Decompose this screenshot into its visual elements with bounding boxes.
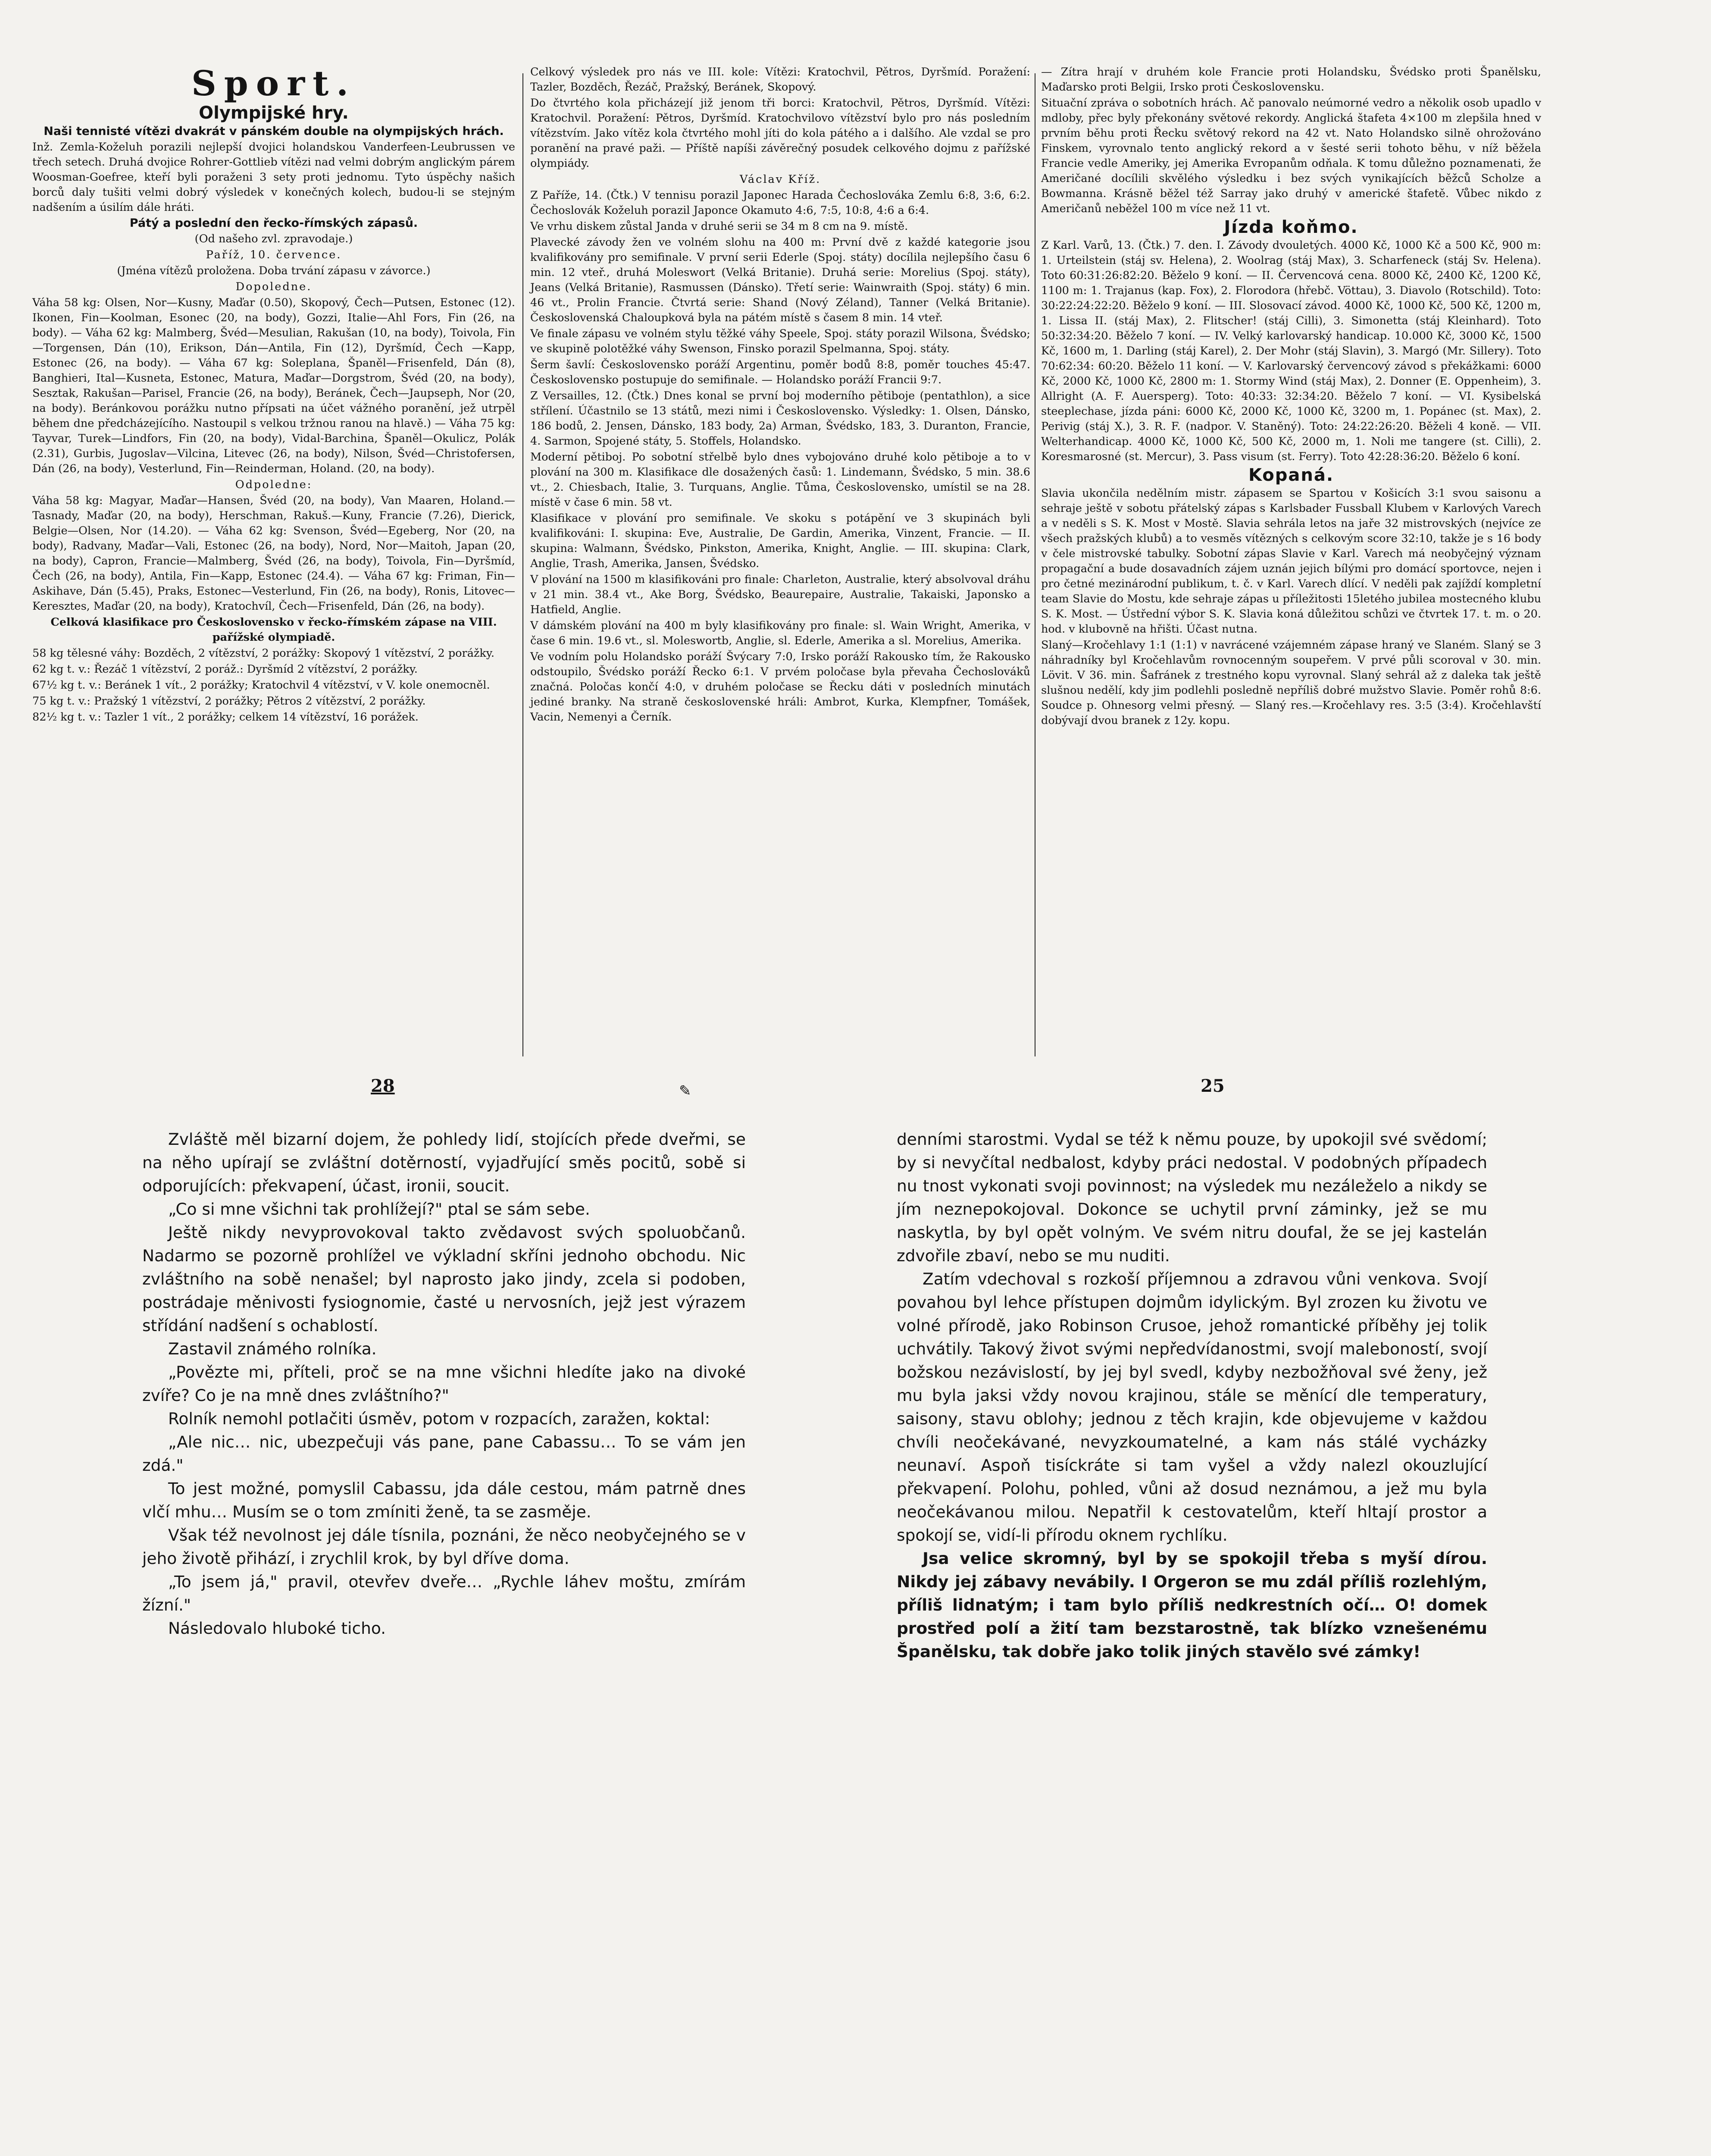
dateline: Paříž, 10. července. (206, 248, 342, 261)
novel-paragraph: „Co si mne všichni tak prohlížejí?" ptal se sám sebe. (168, 1200, 590, 1219)
col2-paragraph: V dámském plování na 400 m byly klasifikovány pro finale: sl. Wain Wright, Amerika, v čase 6 min. 19.6 vt., sl. Moleswortb, Anglie, sl. Ederle, Amerika a sl. Morelius, Amerika. (530, 619, 1030, 647)
novel-paragraph: To jest možné, pomyslil Cabassu, jda dále cestou, mám patrně dnes vlčí mhu… Musím se o tom zmíniti ženě, ta se zasměje. (142, 1479, 746, 1521)
col2-paragraph: Z Versailles, 12. (Čtk.) Dnes konal se první boj moderního pětiboje (pentathlon), a sice střílení. Účastnilo se 13 států, mezi nimi i Československo. Výsledky: 1. Olsen, Dánsko, 186 bodů, 2. Jensen, Dánsko, 183 body, 2a) Arman, Švédsko, 183, 3. Duranton, Francie, 4. Sarmon, Spojené státy, 5. Stoffels, Holandsko. (530, 389, 1030, 448)
morning-label: Dopoledne. (235, 280, 312, 293)
col3-paragraph: Situační zpráva o sobotních hrách. Ač panovalo neúmorné vedro a několik osob upadlo v mdloby, přec byly překonány světové rekordy. Anglická štafeta 4×100 m zlepšila hned v prvním běhu proti Řecku světový rekord na 42 vt. Nato Holandsko silně ohrožováno Finskem, vyrovnalo tento anglický rekord a v šesté serii tohoto běhu, v níž běžela Francie vedle Ameriky, jej Amerika Evropanům odňala. K tomu důležno poznamenati, že Američané docílili skvělého výsledku i bez svých vynikajících běžců Scholze a Bowmanna. Krásně běžel též Sarray jako druhý v americké štafetě. Vůbec nikdo z Američanů neběžel 100 m více než 11 vt. (1041, 97, 1541, 215)
classification-75: 75 kg t. v.: Pražský 1 vítězství, 2 porážky; Pětros 2 vítězství, 2 porážky. (32, 695, 426, 708)
classification-title: Celková klasifikace pro Československo v řecko-římském zápase na VIII. pařížské olympiadě. (50, 616, 497, 644)
author-signature: Václav Kříž. (739, 173, 821, 186)
novel-paragraph: „To jsem já," pravil, otevřev dveře… „Rychle láhev moštu, zmírám žízní." (142, 1572, 746, 1614)
afternoon-results: Váha 58 kg: Magyar, Maďar—Hansen, Švéd (20, na body), Van Maaren, Holand.—Tasnady, Maďar (20, na body), Herschman, Rakuš.—Kuny, Francie (7.26), Dierick, Belgie—Olsen, Nor (14.20). — Váha 62 kg: Svenson, Švéd—Egeberg, Nor (20, na body), Radvany, Maďar—Vali, Estonec (26, na body), Nord, Nor—Maitoh, Japan (20, na body), Capron, Francie—Malmberg, Švéd (26, na body), Toivola, Fin—Dyršmíd, Čech (26, na body), Antila, Fin—Kapp, Estonec (24.4). — Váha 67 kg: Friman, Fin—Askihave, Dán (5.45), Praks, Estonec—Vesterlund, Fin (26, na body), Ronis, Litovec—Keresztes, Maďar (20, na body), Kratochvíl, Čech—Frisenfeld, Dán (26, na body). (32, 494, 515, 613)
wrestling-headline: Pátý a poslední den řecko-římských zápasů. (129, 216, 418, 230)
novel-paragraph: Však též nevolnost jej dále tísnila, poznáni, že něco neobyčejného se v jeho životě přihází, i zrychlil krok, by byl dříve doma. (142, 1526, 746, 1568)
col2-paragraph: Plavecké závody žen ve volném slohu na 400 m: První dvě z každé kategorie jsou kvalifikovány pro semifinale. V první serii Ederle (Spoj. státy) docílila nejlepšího času 6 min. 12 vteř., druhá Moleswort (Velká Britanie). Druhá serie: Morelius (Spoj. státy), Jeans (Velká Britanie), Rasmussen (Dánsko). Třetí serie: Wainwraith (Spoj. státy) 6 min. 46 vt., Prolin Francie. Čtvrtá serie: Shand (Nový Zéland), Tanner (Velká Britanie). Československá Chaloupková byla na pátém místě s časem 8 min. 14 vteř. (530, 236, 1030, 324)
afternoon-label: Odpoledne: (235, 478, 313, 491)
novel-paragraph: denními starostmi. Vydal se též k němu pouze, by upokojil své svědomí; by si nevyčítal nedbalost, kdyby práci nedostal. V podobných případech nu tnost vykonati svoji povinnost; na výsledek mu nezáleželo a nikdy se jím neznepokojoval. Dokonce se uchytil první záminky, jež se mu naskytla, by byl opět volným. Ve svém nitru doufal, že se jej kastelán zdvořile zbaví, nebo se mu nuditi. (897, 1130, 1487, 1265)
classification-58: 58 kg tělesné váhy: Bozděch, 2 vítězství, 2 porážky: Skopový 1 vítězství, 2 porážky. (32, 647, 494, 660)
column-divider-1 (522, 73, 523, 1056)
sport-column-2 (530, 65, 1030, 726)
col2-paragraph: V plování na 1500 m klasifikováni pro finale: Charleton, Australie, který absolvoval dráhu v 21 min. 38.4 vt., Ake Borg, Švédsko, Beaurepaire, Australie, Takaiski, Japonsko a Hatfield, Anglie. (530, 573, 1030, 616)
sport-column-3 (1041, 65, 1541, 729)
page-number-right: 25 (1201, 1076, 1225, 1096)
novel-paragraph: Zastavil známého rolníka. (168, 1339, 377, 1358)
novel-paragraph: „Povězte mi, příteli, proč se na mne všichni hledíte jako na divoké zvíře? Co je na mně dnes zvláštního?" (142, 1363, 746, 1405)
col2-paragraph: Ve finale zápasu ve volném stylu těžké váhy Speele, Spoj. státy porazil Wilsona, Švédsko; ve skupině polotěžké váhy Swenson, Finsko porazil Spelmanna, Spoj. státy. (530, 327, 1030, 355)
classification-67: 67½ kg t. v.: Beránek 1 vít., 2 porážky; Kratochvil 4 vítězství, v V. kole onemocněl. (32, 679, 490, 692)
novel-paragraph: Zvláště měl bizarní dojem, že pohledy lidí, stojících přede dveřmi, se na něho upírají se zvláštní dotěrností, vyjadřující směs pocitů, sobě si odporujících: překvapení, účast, ironii, soucit. (142, 1130, 746, 1195)
football-title: Kopaná. (1248, 465, 1334, 485)
col2-paragraph: Moderní pětiboj. Po sobotní střelbě bylo dnes vybojováno druhé kolo pětiboje a to v plování na 300 m. Klasifikace dle dosažených časů: 1. Lindemann, Švédsko, 5 min. 38.6 vt., 2. Chiesbach, Italie, 3. Turquans, Anglie. Tůma, Československo, umístil se na 28. místě v čase 6 min. 58 vt. (530, 451, 1030, 509)
novel-paragraph: „Ale nic… nic, ubezpečuji vás pane, pane Cabassu… To se vám jen zdá." (142, 1432, 746, 1475)
col2-paragraph: Ve vodním polu Holandsko poráží Švýcary 7:0, Irsko poráží Rakousko tím, že Rakousko odstoupilo, Švédsko poráží Řecko 6:1. V prvém poločase byla převaha Čechoslováků značná. Poločas končí 4:0, v druhém poločase se Řecku dáti v posledních minutách jediné branky. Na straně československé hráli: Ambrot, Kurka, Klempfner, Tomášek, Vacin, Nemenyi a Černík. (530, 650, 1030, 724)
sport-column-1 (32, 65, 515, 726)
col3-paragraph: — Zítra hrají v druhém kole Francie proti Holandsku, Švédsko proti Španělsku, Maďarsko proti Belgii, Irsko proti Československu. (1041, 66, 1541, 94)
novel-paragraph: Rolník nemohl potlačiti úsměv, potom v rozpacích, zaražen, koktal: (168, 1409, 710, 1428)
names-note: (Jména vítězů proložena. Doba trvání zápasu v závorce.) (117, 264, 431, 277)
football-paragraph: Slaný—Kročehlavy 1:1 (1:1) v navrácené vzájemném zápase hraný ve Slaném. Slaný se 3 náhradníky byl Kročehlavům rovnocenným soupeřem. V prvé půli scoroval v 30. min. Lövit. V 36. min. Šafránek z trestného kopu vyrovnal. Slaný sehrál až z daleka tak ještě slušnou nedělí, kdy jim podlehli posledně nepříliš dobré mužstvo Slavie. Poměr rohů 8:6. Soudce p. Ohnesorg velmi přesný. — Slaný res.—Kročehlavy res. 3:5 (3:4). Kročehlavští dobývají dvou branek z 12y. kopu. (1041, 639, 1541, 727)
olympics-subtitle: Olympijské hry. (199, 103, 349, 123)
novel-paragraph: Zatím vdechoval s rozkoší příjemnou a zdravou vůni venkova. Svojí povahou byl lehce přístupen dojmům idylickým. Byl zrozen ku životu ve volné přírodě, jako Robinson Crusoe, jehož romantické příběhy jej tolik uchvátily. Takový život svými nepředvídanostmi, svojí maleboností, svojí božskou nezávislostí, by jej byl svedl, kdyby nezbožňoval své ženy, jež mu byla jaksi vždy novou krajinou, stále se měnící dle temperatury, saisony, stavu oblohy; jednou z těch krajin, kde objevujeme v každou chvíli neočekávané, nevyzkoumatelné, a kam nás stálé vycházky neunaví. Aspoň tisíckráte si tam vyšel a vždy nalezl okouzlující překvapení. Polohu, pohled, vůni až dosud neznámou, a jež mu byla neočekávanou milou. Nepatřil k cestovatelům, kteří hltají prostor a spokojí se, vidí-li přírodu oknem rychlíku. (897, 1269, 1487, 1545)
horse-racing-title: Jízda koňmo. (1224, 217, 1358, 237)
tennis-headline: Naši tennisté vítězi dvakrát v pánském double na olympijských hrách. (44, 125, 504, 138)
col2-paragraph: Šerm šavlí: Československo poráží Argentinu, poměr bodů 8:8, poměr touches 45:47. Československo postupuje do semifinale. — Holandsko poráží Francii 9:7. (530, 358, 1030, 386)
horse-racing-results: Z Karl. Varů, 13. (Čtk.) 7. den. I. Závody dvouletých. 4000 Kč, 1000 Kč a 500 Kč, 900 m: 1. Urteilstein (stáj sv. Helena), 2. Woolrag (stáj Max), 3. Scharfeneck (stáj Sv. Helena). Toto 60:31:26:82:20. Běželo 9 koní. — II. Červencová cena. 8000 Kč, 2400 Kč, 1200 Kč, 1100 m: 1. Trajanus (kap. Fox), 2. Florodora (hřebč. Vöttau), 3. Diavolo (Rotschild). Toto: 30:22:24:22:20. Běželo 9 koní. — III. Slosovací závod. 4000 Kč, 1000 Kč, 500 Kč, 1200 m, 1. Lissa II. (stáj Max), 2. Flitscher! (stáj Cilli), 3. Simonetta (stáj Kleinhard). Toto 50:32:34:20. Běželo 7 koní. — IV. Velký karlovarský handicap. 10.000 Kč, 3000 Kč, 1500 Kč, 1600 m, 1. Darling (stáj Karel), 2. Der Mohr (stáj Slavin), 3. Margó (Mr. Sillery). Toto 70:62:34: 60:20. Běželo 11 koní. — V. Karlovarský červencový závod s překážkami: 6000 Kč, 2000 Kč, 1000 Kč, 2800 m: 1. Stormy Wind (stáj Max), 2. Donner (E. Oppenheim), 3. Allright (A. F. Auersperg). Toto: 40:33: 32:34:20. Běželo 7 koní. — VI. Kysibelská steeplechase, jízda páni: 6000 Kč, 2000 Kč, 1000 Kč, 3200 m, 1. Popánec (st. Max), 2. Perivig (stáj X.), 3. R. F. (nadpor. V. Staněný). Toto: 24:22:26:20. Běželi 4 koně. — VII. Welterhandicap. 4000 Kč, 1000 Kč, 500 Kč, 2000 m, 1. Noli me tangere (st. Cilli), 2. Koresmarosné (st. Mercur), 3. Pass visum (st. Ferry). Toto 42:28:36:20. Běželo 6 koní. (1041, 239, 1541, 463)
novel-paragraph: Jsa velice skromný, byl by se spokojil třeba s myší dírou. Nikdy jej zábavy nevábily. I Orgeron se mu zdál příliš rozlehlým, příliš lidnatým; i tam bylo příliš nedkrestních očí… O! domek prostřed polí a žití tam bezstarostně, tak blízko vznešenému Španělsku, tak dobře jako tolik jiných stavělo své zámky! (897, 1549, 1487, 1661)
novel-paragraph: Následovalo hluboké ticho. (168, 1619, 386, 1638)
novel-paragraph: Ještě nikdy nevyprovokoval takto zvědavost svých spoluobčanů. Nadarmo se pozorně prohlížel ve výkladní skříni jednoho obchodu. Nic zvláštního na sobě nenašel; byl naprosto jako jindy, zcela si podoben, postrádaje měnivosti fysiognomie, časté u nervosních, jejž jest výrazem střídání nadšení s ochablostí. (142, 1223, 746, 1335)
col2-paragraph: Do čtvrtého kola přicházejí již jenom tři borci: Kratochvil, Pětros, Dyršmíd. Vítězi: Kratochvil. Poražení: Pětros, Dyršmíd. Kratochvilovo vítězství bylo pro nás posledním vítězstvím. Jako vítěz kola čtvrtého mohl jíti do kola pátého a i dalšího. Ale vzdal se pro poranění na pravé paži. — Příště napíši závěrečný posudek celkového dojmu z pařížské olympiády. (530, 97, 1030, 170)
col2-paragraph: Klasifikace v plování pro semifinale. Ve skoku s potápění ve 3 skupinách byli kvalifikováni: I. skupina: Eve, Australie, De Gardin, Amerika, Vinzent, Francie. — II. skupina: Walmann, Švédsko, Pinkston, Amerika, Knight, Anglie. — III. skupina: Clark, Anglie, Trash, Amerika, Jansen, Švédsko. (530, 512, 1030, 570)
football-paragraph: Slavia ukončila nedělním mistr. zápasem se Spartou v Košicích 3:1 svou saisonu a sehraje ještě v sobotu přátelský zápas s Karlsbader Fussball Klubem v Karlových Varech a v neděli s S. K. Most v Mostě. Slavia sehrála letos na jaře 32 mistrovských (nejvíce ze všech pražských klubů) a to vesměs vítězných s celkovým score 32:10, takže je s 16 body v čele mistrovské tabulky. Sobotní zápas Slavie v Karl. Varech má neobyčejný význam propagační a bude dosavadních zájem uznán jejich bílými pro domácí sportovce, nejen i pro četné mezinárodní publikum, t. č. v Karl. Varech dlící. V neděli pak zajíždí kompletní team Slavie do Mostu, kde sehraje zápas u příležitosti 15letého jubilea mostecného klubu S. K. Most. — Ústřední výbor S. K. Slavia koná důležitou schůzi ve čtvrtek 17. t. m. o 20. hod. v klubovně na hřišti. Účast nutna. (1041, 487, 1541, 636)
novel-right-page (897, 1128, 1487, 1663)
sport-title: Sport. (191, 63, 357, 103)
correspondent-line: (Od našeho zvl. zpravodaje.) (194, 232, 353, 245)
ink-mark: ✎ (679, 1082, 691, 1100)
col2-paragraph: Celkový výsledek pro nás ve III. kole: Vítězi: Kratochvil, Pětros, Dyršmíd. Poražení: Tazler, Bozděch, Řezáč, Pražský, Beránek, Skopový. (530, 66, 1030, 94)
classification-82: 82½ kg t. v.: Tazler 1 vít., 2 porážky; celkem 14 vítězství, 16 porážek. (32, 711, 419, 724)
page-number-left: 28 (371, 1076, 395, 1096)
classification-62: 62 kg t. v.: Řezáč 1 vítězství, 2 poráž.: Dyršmíd 2 vítězství, 2 porážky. (32, 663, 418, 676)
novel-left-page (142, 1128, 746, 1640)
morning-results: Váha 58 kg: Olsen, Nor—Kusny, Maďar (0.50), Skopový, Čech—Putsen, Estonec (12). Ikonen, Fin—Koolman, Esonec (20, na body), Gozzi, Italie—Ahl Fors, Fin (26, na body). — Váha 62 kg: Malmberg, Švéd—Mesulian, Rakušan (10, na body), Toivola, Fin—Torgensen, Dán (10), Erikson, Dán—Antila, Fin (12), Dyršmíd, Čech —Kapp, Estonec (26, na body). — Váha 67 kg: Soleplana, Španěl—Frisenfeld, Dán (8), Banghieri, Ital—Kusneta, Estonec, Matura, Maďar—Dorgstrom, Švéd (20, na body), Sesztak, Rakušan—Parisel, Francie (26, na body), Beránek, Čech—Jaupseph, Nor (20, na body). Beránkovou porážku nutno přípsati na účet vážného poranění, jež utrpěl během dne předcházejícího. Nastoupil s velkou tržnou ranou na hlavě.) — Váha 75 kg: Tayvar, Turek—Lindfors, Fin (20, na body), Vidal-Barchina, Španěl—Okulicz, Polák (2.31), Gurbis, Jugoslav—Vilcina, Litevec (26, na body), Nilson, Švéd—Christofersen, Dán (26, na body), Vesterlund, Fin—Reinderman, Holand. (20, na body). (32, 296, 515, 475)
col2-paragraph: Ve vrhu diskem zůstal Janda v druhé serii se 34 m 8 cm na 9. místě. (530, 220, 908, 233)
col2-paragraph: Z Paříže, 14. (Čtk.) V tennisu porazil Japonec Harada Čechoslováka Zemlu 6:8, 3:6, 6:2. Čechoslovák Koželuh porazil Japonce Okamuto 4:6, 7:5, 10:8, 4:6 a 6:4. (530, 189, 1030, 217)
tennis-paragraph: Inž. Zemla-Koželuh porazili nejlepší dvojici holandskou Vanderfeen-Leubrussen ve třech setech. Druhá dvojice Rohrer-Gottlieb vítězi nad velmi dobrým anglickým párem Woosman-Goefree, kteří byli poraženi 3 sety proti jednomu. Tyto úspěchy našich borců daly tušiti velmi dobrý výsledek v konečných kolech, budou-li se stejným nadšením a úsilím dále hráti. (32, 141, 515, 214)
